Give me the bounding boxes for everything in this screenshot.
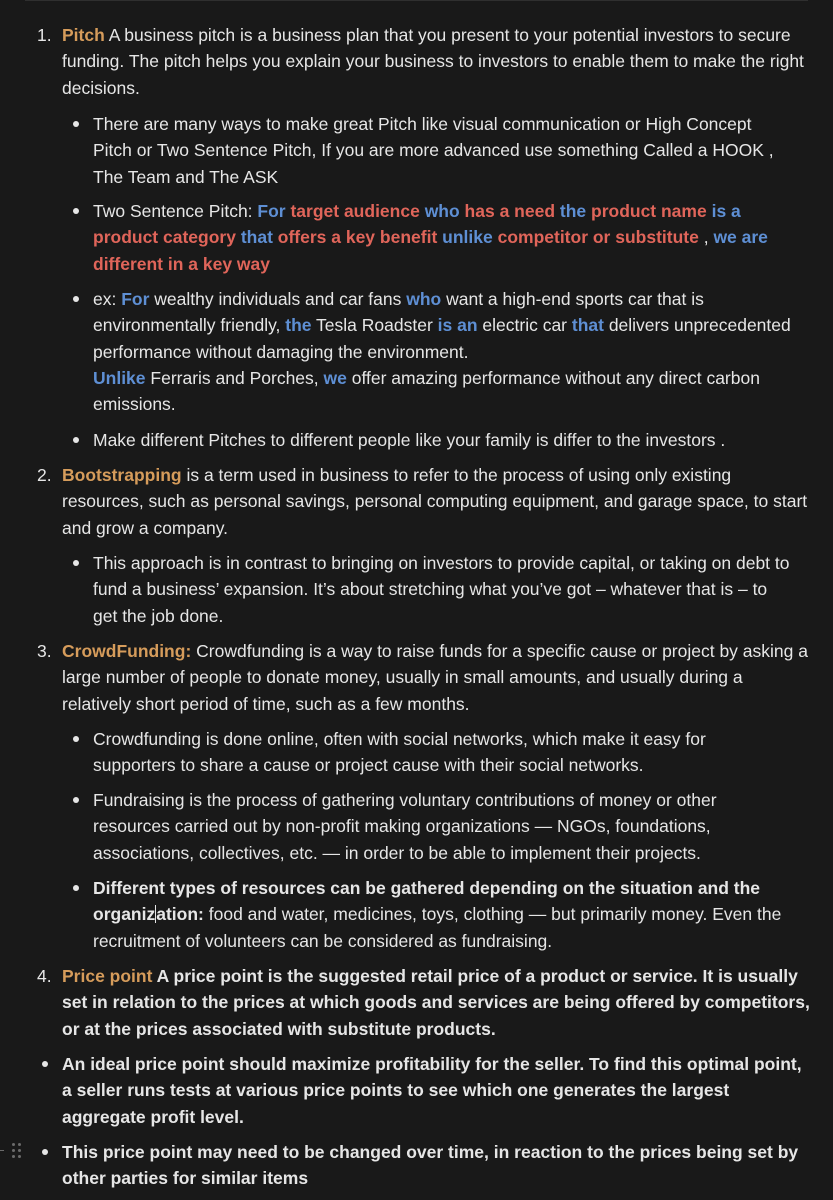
list-item-crowdfunding[interactable] (37, 638, 814, 717)
list-item-pitch[interactable] (37, 22, 814, 101)
term-pitch: Pitch (62, 25, 105, 45)
pitch-definition: A business pitch is a business plan that you present to your potential investors to secure funding. The pitch helps you explain your business to investors to enable them to make the right decisions. (62, 25, 804, 98)
bullet-dot (73, 437, 79, 443)
bullet-dot (73, 885, 79, 891)
example-text: want a high-end sports car that is environmentally friendly, (93, 289, 704, 336)
bullet-dot (73, 560, 79, 566)
example-text: Ferraris and Porches, (145, 367, 324, 388)
keyword-is-an: is an (437, 315, 478, 336)
drag-handle-icon[interactable] (11, 1142, 23, 1160)
bullet-dot (42, 1061, 48, 1067)
bootstrapping-definition: is a term used in business to refer to the process of using only existing resources, such as personal savings, personal computing equipment, and garage space, to start and grow a company. (62, 465, 808, 538)
keyword-that: that (571, 315, 604, 336)
keyword-is-a: is a (706, 201, 741, 221)
bullet-dot (73, 296, 79, 302)
bullet-text: Crowdfunding is done online, often with social networks, which make it easy for supporters to share a cause or project cause with their social networks. (93, 729, 706, 776)
bold-lead-text: Different types of resources can be gathered depending on the situation and the organiz (93, 878, 761, 925)
list-number: 2. (37, 465, 52, 485)
placeholder-product-name: product name (586, 201, 707, 221)
top-divider (25, 0, 808, 1)
placeholder-need: has a need (459, 201, 556, 221)
placeholder-product-category: product category (93, 227, 236, 248)
bullet-bootstrapping-contrast[interactable] (93, 550, 793, 629)
bullet-text: Fundraising is the process of gathering voluntary contributions of money or other resources carried out by non-profit making organizations — NGOs, foundations, associations, collectives, etc. — in order to be able to implement their projects. (93, 790, 717, 863)
keyword-who: who (406, 289, 442, 309)
keyword-that: that (235, 227, 273, 248)
bullet-text: This approach is in contrast to bringing on investors to provide capital, or taking on debt to fund a business’ expansion. It’s about stretching what you’ve got – whatever that is – to get the job done. (93, 553, 790, 626)
keyword-for: For (121, 289, 150, 309)
bullet-ideal-price-point[interactable] (62, 1051, 814, 1130)
crowdfunding-definition: Crowdfunding is a way to raise funds for a specific cause or project by asking a large number of people to donate money, usually in small amounts, and usually during a relatively short period of time, such as a few months. (62, 641, 808, 714)
template-prefix: Two Sentence Pitch: (93, 201, 258, 221)
example-prefix: ex: (93, 289, 122, 309)
bullet-dot (73, 736, 79, 742)
term-price-point: Price point (62, 966, 153, 986)
keyword-the: the (555, 201, 587, 221)
bold-lead-text-end: ation: (156, 904, 204, 925)
keyword-unlike: Unlike (93, 367, 146, 388)
bullet-resource-types[interactable] (93, 875, 793, 954)
keyword-the: the (285, 315, 312, 336)
separator-comma: , (698, 227, 714, 248)
list-number: 3. (37, 641, 52, 661)
bullet-example[interactable] (93, 286, 793, 417)
placeholder-key-benefit: offers a key benefit (272, 227, 438, 248)
bullet-dot (42, 1149, 48, 1155)
bullet-text: This price point may need to be changed over time, in reaction to the prices being set by other parties for similar items (62, 1142, 799, 1189)
bullet-dot (73, 797, 79, 803)
keyword-for: For (257, 201, 286, 221)
list-number: 1. (37, 25, 52, 45)
example-text: electric car (477, 315, 572, 336)
bullet-fundraising[interactable] (93, 787, 793, 866)
keyword-unlike: unlike (437, 227, 493, 248)
example-text: Tesla Roadster (311, 315, 438, 336)
example-text: delivers unprecedented performance without damaging the environment. (93, 315, 791, 362)
list-item-price-point[interactable] (37, 963, 814, 1042)
bullet-two-sentence-pitch[interactable] (93, 198, 793, 277)
keyword-we: we (323, 367, 347, 388)
keyword-who: who (424, 201, 460, 221)
bullet-text: An ideal price point should maximize profitability for the seller. To find this optimal point, a seller runs tests at various price points to see which one generates the largest aggregate profit level. (62, 1054, 802, 1127)
placeholder-competitor: competitor or substitute (492, 227, 699, 248)
placeholder-target-audience: target audience (285, 201, 425, 221)
bullet-dot (73, 121, 79, 127)
placeholder-different: different in a key way (93, 253, 271, 274)
term-bootstrapping: Bootstrapping (62, 465, 182, 485)
list-number: 4. (37, 966, 52, 986)
bullet-different-pitches[interactable] (93, 427, 793, 453)
example-text: wealthy individuals and car fans (149, 289, 407, 309)
bullet-pitch-ways[interactable] (93, 111, 793, 190)
bullet-dot (73, 208, 79, 214)
price-point-definition: A price point is the suggested retail price of a product or service. It is usually set in relation to the prices at which goods and services are being offered by competitors, or at the prices associated with substitute products. (62, 966, 810, 1039)
bullet-price-change[interactable] (62, 1139, 814, 1192)
bullet-crowdfunding-online[interactable] (93, 726, 793, 779)
bullet-text: There are many ways to make great Pitch like visual communication or High Concept Pitch or Two Sentence Pitch, If you are more advanced use something Called a HOOK , The Team and The ASK (93, 114, 774, 187)
term-crowdfunding: CrowdFunding: (62, 641, 192, 661)
add-block-icon[interactable] (0, 1150, 4, 1151)
example-text: offer amazing performance without any direct carbon emissions. (93, 367, 760, 415)
bullet-text: Make different Pitches to different people like your family is differ to the investors . (93, 430, 726, 450)
bullet-text: food and water, medicines, toys, clothing — but primarily money. Even the recruitment of volunteers can be considered as fundraising. (93, 904, 782, 951)
keyword-we-are: we are (713, 227, 768, 248)
list-item-bootstrapping[interactable] (37, 462, 814, 541)
